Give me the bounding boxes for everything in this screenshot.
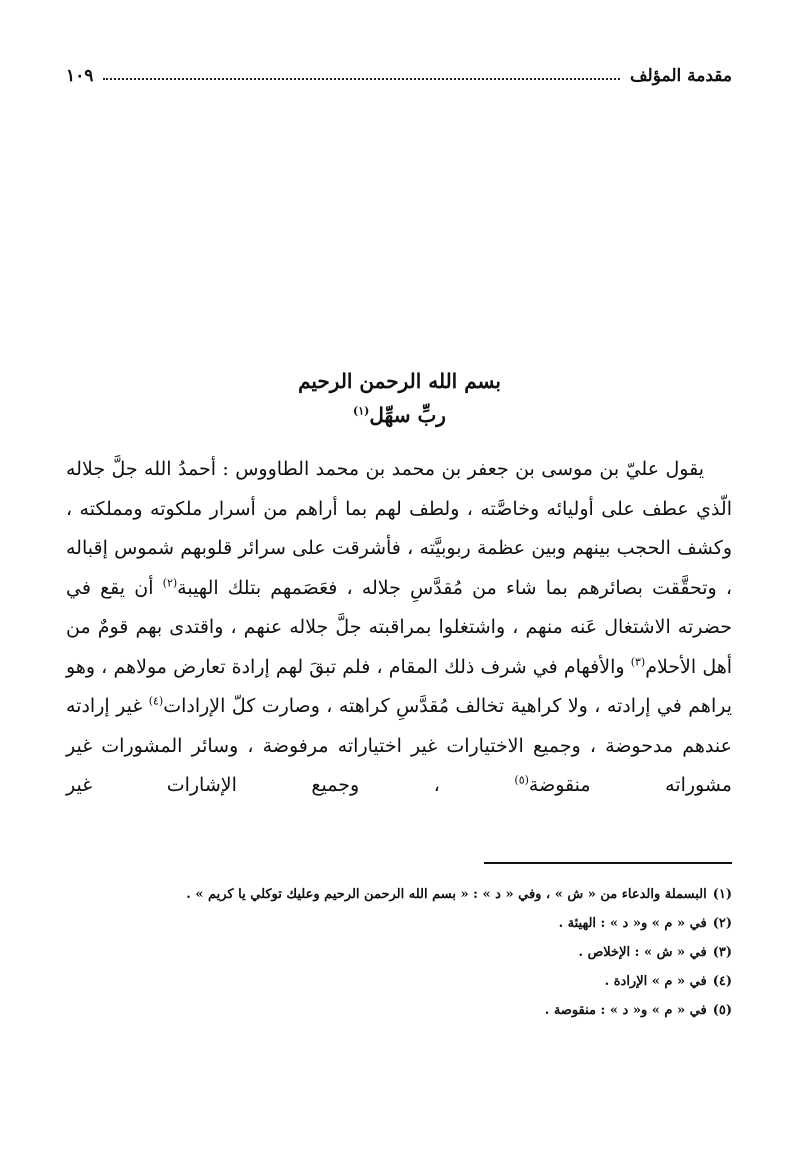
- footnote-text: في « ش » : الإخلاص .: [578, 945, 707, 960]
- footnotes-list: [66, 880, 732, 1025]
- paragraph-segment-2: أن يقع في حضرته الاشتغال عَنه منهم ، واشتغلوا بمراقبته جلَّ جلاله عنهم ، واقتدى بهم قومٌ من أهل الأحلام: [66, 576, 733, 678]
- footnote-separator: [484, 862, 732, 864]
- footnote-item: [66, 909, 732, 938]
- footnote-marker: (٥): [712, 1003, 732, 1018]
- dotted-leader: [103, 77, 620, 80]
- footnote-text: في « م » و« د » : منقوصة .: [544, 1003, 707, 1018]
- footnote-ref-5: (٥): [514, 773, 529, 787]
- footnote-marker: (٢): [712, 916, 732, 931]
- paragraph-segment-4: غير إرادته عندهم مدحوضة ، وجميع الاختيارات غير اختياراته مرفوضة ، وسائر المشورات غير مشوراته منقوضة: [66, 695, 732, 796]
- footnote-text: في « م » و« د » : الهيئة .: [558, 916, 707, 931]
- paragraph-segment-5: ، وجميع الإشارات غير: [66, 774, 440, 796]
- invocation-heading: [0, 400, 799, 430]
- paragraph-segment-1: يقول عليّ بن موسى بن جعفر بن محمد بن محمد الطاووس : أحمدُ الله جلَّ جلاله الّذي عطف على أوليائه وخاصَّته ، ولطف لهم بما أراهم من أسرار ملكوته ومملكته ، وكشف الحجب بينهم وبين عظمة ربوبيَّته ، فأشرقت على سرائر قلوبهم شموس إقباله ، وتحقَّقت بصائرهم بما شاء من مُقدَّسِ جلاله ، فعَصَمهم بتلك الهيبة: [66, 458, 732, 599]
- footnote-ref-1: (١): [353, 404, 370, 418]
- paragraph-segment-3: والأفهام في شرف ذلك المقام ، فلم تبقَ لهم إرادة تعارض مولاهم ، وهو يراهم في إرادته ، ولا كراهية تخالف مُقدَّسِ كراهته ، وصارت كلّ الإرادات: [66, 655, 732, 717]
- footnote-marker: (١): [712, 887, 732, 902]
- footnote-marker: (٣): [712, 945, 732, 960]
- main-paragraph: [66, 450, 732, 806]
- basmala-text: بسم الله الرحمن الرحيم: [298, 369, 501, 393]
- invocation-text: ربِّ سهِّل: [369, 403, 446, 427]
- running-header: [66, 56, 732, 86]
- footnote-item: [66, 967, 732, 996]
- page-number: ١٠٩: [66, 66, 94, 86]
- footnote-item: [66, 880, 732, 909]
- footnote-ref-3: (٣): [630, 655, 646, 669]
- running-title: مقدمة المؤلف: [629, 66, 732, 86]
- footnote-text: البسملة والدعاء من « ش » ، وفي « د » : « بسم الله الرحمن الرحيم وعليك توكلي يا كريم » .: [186, 887, 707, 902]
- footnote-ref-4: (٤): [148, 694, 164, 708]
- basmala-heading: [0, 366, 799, 396]
- footnote-item: [66, 996, 732, 1025]
- footnote-text: في « م » الإرادة .: [604, 974, 707, 989]
- footnote-ref-2: (٢): [162, 576, 178, 590]
- footnote-marker: (٤): [712, 974, 732, 989]
- footnote-item: [66, 938, 732, 967]
